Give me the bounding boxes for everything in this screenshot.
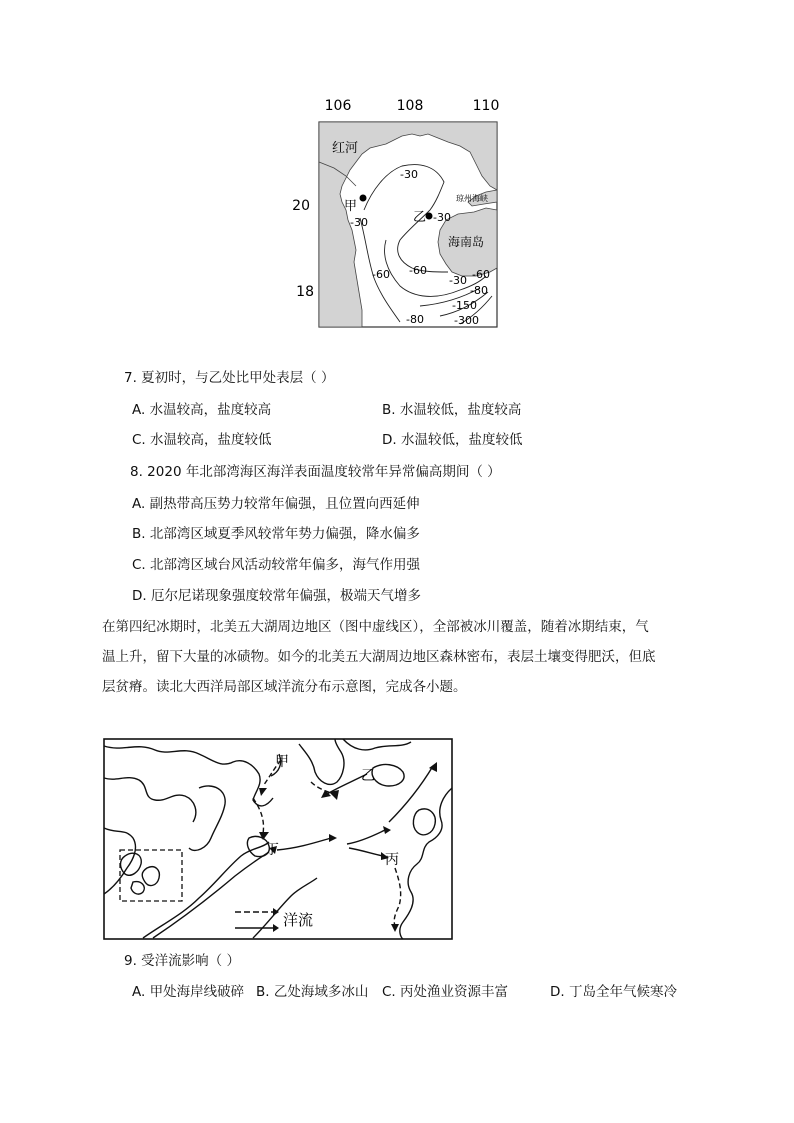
lon-label-108: 108 <box>396 98 424 114</box>
q8-stem: 8. 2020 年北部湾海区海洋表面温度较常年异常偏高期间（ ） <box>130 464 501 480</box>
point-yi <box>426 213 433 220</box>
q8-option-b[interactable]: B. 北部湾区域夏季风较常年势力偏强，降水偏多 <box>132 526 420 542</box>
q9-option-c[interactable]: C. 丙处渔业资源丰富 <box>382 984 509 1000</box>
q8-option-c[interactable]: C. 北部湾区域台风活动较常年偏多，海气作用强 <box>132 557 421 573</box>
north-atlantic-current-map <box>103 738 455 942</box>
contour-label: -60 <box>409 264 427 277</box>
contour-label: -60 <box>472 268 490 281</box>
q8-option-d[interactable]: D. 厄尔尼诺现象强度较常年偏强，极端天气增多 <box>132 588 421 604</box>
q7-option-c[interactable]: C. 水温较高，盐度较低 <box>132 432 272 448</box>
contour-label: -30 <box>449 274 467 287</box>
label-jia-2: 甲 <box>275 754 289 770</box>
q7-option-a[interactable]: A. 水温较高，盐度较高 <box>132 402 272 418</box>
q7-option-b[interactable]: B. 水温较低，盐度较高 <box>382 402 522 418</box>
lon-label-110: 110 <box>472 98 500 114</box>
label-yi: 乙 <box>413 210 427 225</box>
legend-label: 洋流 <box>283 911 314 929</box>
q9-stem: 9. 受洋流影响（ ） <box>124 953 240 969</box>
contour-label: -30 <box>400 168 418 181</box>
lat-label-20: 20 <box>292 198 310 214</box>
label-bing: 丙 <box>385 852 399 868</box>
contour-label: -30 <box>433 211 451 224</box>
label-jia: 甲 <box>344 199 358 214</box>
lat-label-18: 18 <box>296 284 314 300</box>
contour-label: -80 <box>406 313 424 326</box>
label-strait: 琼州海峡 <box>456 194 488 203</box>
lon-label-106: 106 <box>324 98 352 114</box>
label-ding: 丁 <box>265 842 279 858</box>
label-red-river: 红河 <box>332 141 359 156</box>
contour-label: -300 <box>454 314 479 327</box>
contour-label: -60 <box>372 268 390 281</box>
contour-label: -150 <box>452 299 477 312</box>
q7-option-d[interactable]: D. 水温较低，盐度较低 <box>382 432 523 448</box>
label-yi-2: 乙 <box>361 768 375 784</box>
reading-passage: 在第四纪冰期时，北美五大湖周边地区（图中虚线区），全部被冰川覆盖，随着冰期结束，气温上升，留下大量的冰碛物。如今的北美五大湖周边地区森林密布，表层土壤变得肥沃，但底层贫瘠。读北大西洋局部区域洋流分布示意图，完成各小题。 <box>102 619 656 695</box>
q7-stem: 7. 夏初时，与乙处比甲处表层（ ） <box>124 370 335 386</box>
contour-label: -80 <box>470 284 488 297</box>
point-jia <box>360 195 367 202</box>
q9-option-b[interactable]: B. 乙处海域多冰山 <box>256 984 369 1000</box>
beibu-gulf-map <box>290 90 510 335</box>
q9-option-a[interactable]: A. 甲处海岸线破碎 <box>132 984 245 1000</box>
q9-option-d[interactable]: D. 丁岛全年气候寒冷 <box>550 984 677 1000</box>
label-hainan: 海南岛 <box>448 235 485 249</box>
q8-option-a[interactable]: A. 副热带高压势力较常年偏强，且位置向西延伸 <box>132 496 420 512</box>
contour-label: -30 <box>350 216 368 229</box>
